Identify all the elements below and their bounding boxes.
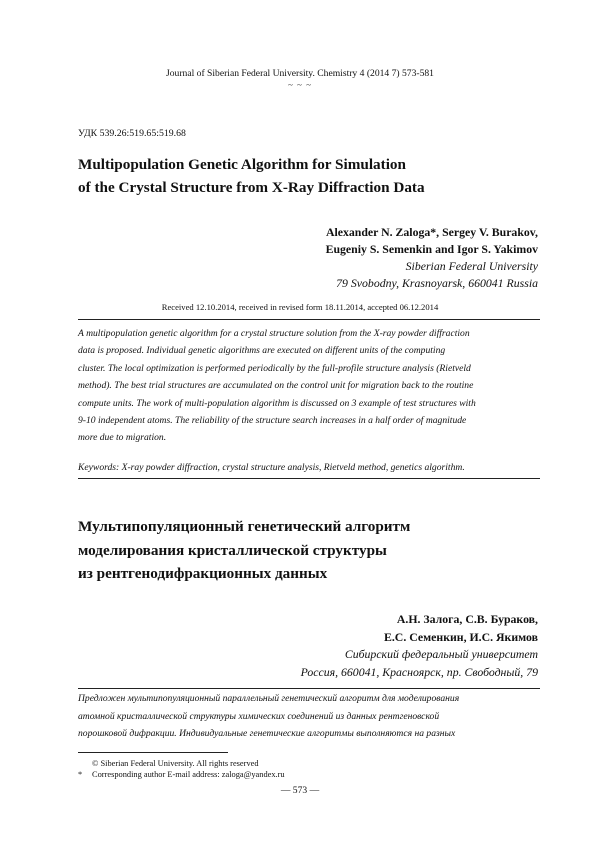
abstract-en-line: 9-10 independent atoms. The reliability of the structure search increases in a half order of magnitude [78,415,467,427]
title-ru-line: моделирования кристаллической структуры [78,541,387,559]
authors-ru-line: А.Н. Залога, С.В. Бураков, [396,612,538,626]
footnote-star: * [78,770,83,779]
abstract-en [78,325,540,447]
authors-ru [384,610,538,646]
authors-en [326,224,538,258]
abstract-en-line: data is proposed. Individual genetic algorithms are executed on different units of the computing [78,345,446,357]
abstract-ru-line: порошковой дифракции. Индивидуальные генетические алгоритмы выполняются на разных [78,728,456,739]
abstract-en-line: compute units. The work of multi-population algorithm is discussed on 3 example of test structures with [78,397,476,409]
title-en [78,153,425,199]
abstract-en-line: A multipopulation genetic algorithm for a crystal structure solution from the X-ray powder diffraction [78,328,470,339]
divider [78,688,540,689]
page-number: — 573 — [280,785,320,796]
title-ru-line: из рентгенодифракционных данных [78,565,328,582]
title-en-line: of the Crystal Structure from X-Ray Diffraction Data [78,179,425,196]
divider [78,478,540,479]
abstract-ru [78,690,540,743]
corresponding-author-email: Corresponding author E-mail address: zaloga@yandex.ru [92,770,285,779]
authors-ru-line: Е.С. Семенкин, И.С. Якимов [383,630,538,644]
title-en-line: Multipopulation Genetic Algorithm for Simulation [78,156,406,173]
corresponding-author-note [78,770,285,779]
received-dates: Received 12.10.2014, received in revised form 18.11.2014, accepted 06.12.2014 [161,302,439,312]
header-ornament: ~ ~ ~ [287,80,313,90]
udk-code: УДК 539.26:519.65:519.68 [78,128,186,139]
authors-en-line: Alexander N. Zaloga*, Sergey V. Burakov, [325,225,538,239]
affiliation-ru [301,645,538,681]
authors-en-line: Eugeniy S. Semenkin and Igor S. Yakimov [325,242,538,256]
affiliation-en-line: 79 Svobodny, Krasnoyarsk, 660041 Russia [336,276,538,290]
copyright-note: © Siberian Federal University. All rights reserved [92,759,259,768]
footnote-rule [78,752,228,753]
divider [78,319,540,320]
abstract-en-line: more due to migration. [78,432,167,444]
keywords-en: Keywords: X-ray powder diffraction, crystal structure analysis, Rietveld method, genetics algorithm. [78,462,465,473]
title-ru [78,515,410,586]
abstract-ru-line: атомной кристаллической структуры химических соединений из данных рентгеновской [78,710,440,722]
affiliation-ru-line: Россия, 660041, Красноярск, пр. Свободный, 79 [300,665,538,679]
affiliation-ru-line: Сибирский федеральный университет [344,647,538,661]
journal-header: Journal of Siberian Federal University. Chemistry 4 (2014 7) 573-581 [166,68,434,79]
abstract-en-line: cluster. The local optimization is performed periodically by the full-profile structure analysis (Rietveld [78,362,471,374]
affiliation-en [336,258,538,292]
abstract-en-line: method). The best trial structures are accumulated on the control unit for migration back to the routine [78,380,474,392]
affiliation-en-line: Siberian Federal University [405,259,538,273]
title-ru-line: Мультипопуляционный генетический алгоритм [78,518,411,535]
abstract-ru-line: Предложен мультипопуляционный параллельный генетический алгоритм для моделирования [78,693,460,704]
